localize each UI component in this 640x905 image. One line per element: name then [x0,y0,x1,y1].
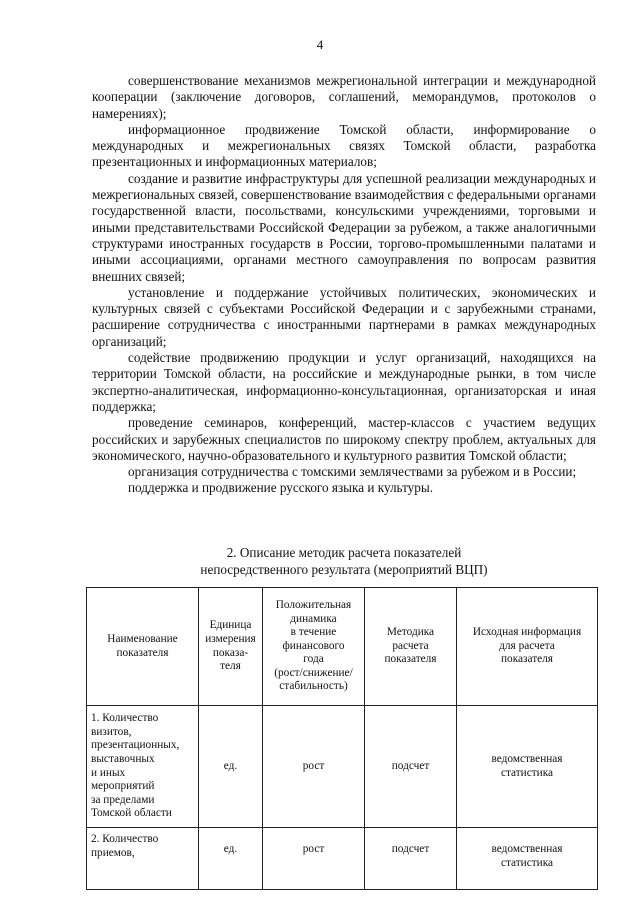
unit-cell: ед. [199,706,263,828]
paragraph: содействие продвижению продукции и услуг организаций, находящихся на территории Томской области, на российские и международные рынки, в том числе экспертно-аналитическая, информационно-консультационная, организаторская и иная поддержка; [92,350,596,414]
header-cell: Единица измерения показа- теля [199,588,263,706]
paragraph: установление и поддержание устойчивых политических, экономических и культурных связей с субъектами Российской Федерации и с зарубежными странами, расширение сотрудничества с иностранными партнерами в рамках международных организаций; [92,284,596,349]
header-cell: Исходная информация для расчета показателя [457,588,598,706]
body-text [92,73,596,497]
paragraph: проведение семинаров, конференций, мастер-классов с участием ведущих российских и зарубежных специалистов по широкому спектру проблем, актуальных для экономического, научно-образовательного и культурного развития Томской области; [92,415,596,463]
source-cell: ведомственная статистика [457,828,598,890]
header-cell: Методика расчета показателя [365,588,457,706]
method-cell: подсчет [365,828,457,890]
indicator-name-cell: 1. Количество визитов, презентационных, выставочных и иных мероприятий за пределами Томской области [87,706,199,828]
paragraph: совершенствование механизмов межрегиональной интеграции и международной кооперации (заключение договоров, соглашений, меморандумов, протоколов о намерениях); [92,73,596,121]
section-title [92,545,596,578]
paragraph: организация сотрудничества с томскими землячествами за рубежом и в России; [128,464,577,480]
table-header-row [87,588,598,706]
dynamics-cell: рост [263,706,365,828]
paragraph: информационное продвижение Томской области, информирование о международных и межрегиональных связях Томской области, разработка презентационных и информационных материалов; [92,121,596,170]
table-row [87,828,598,890]
unit-cell: ед. [199,828,263,890]
section-title-line-1: 2. Описание методик расчета показателей [226,545,462,560]
dynamics-cell: рост [263,828,365,890]
paragraph: создание и развитие инфраструктуры для успешной реализации международных и межрегиональных связей, совершенствование взаимодействия с федеральными органами государственной власти, посольствами, консульскими учреждениями, торговыми и иными представительствами Российской Федерации за рубежом, а также аналогичными структурами иностранных государств в России, торгово-промышленными палатами и иными ассоциациями, органами местного самоуправления по вопросам развития внешних связей; [92,170,596,284]
paragraph: поддержка и продвижение русского языка и культуры. [128,480,434,496]
page-number: 4 [316,37,324,52]
method-cell: подсчет [365,706,457,828]
indicators-table [86,587,598,890]
table-row [87,706,598,828]
header-cell: Положительная динамика в течение финансового года (рост/снижение/ стабильность) [263,588,365,706]
section-title-line-2: непосредственного результата (мероприятий ВЦП) [200,561,488,577]
indicator-name-cell: 2. Количество приемов, [87,828,199,890]
source-cell: ведомственная статистика [457,706,598,828]
header-cell: Наименование показателя [87,588,199,706]
